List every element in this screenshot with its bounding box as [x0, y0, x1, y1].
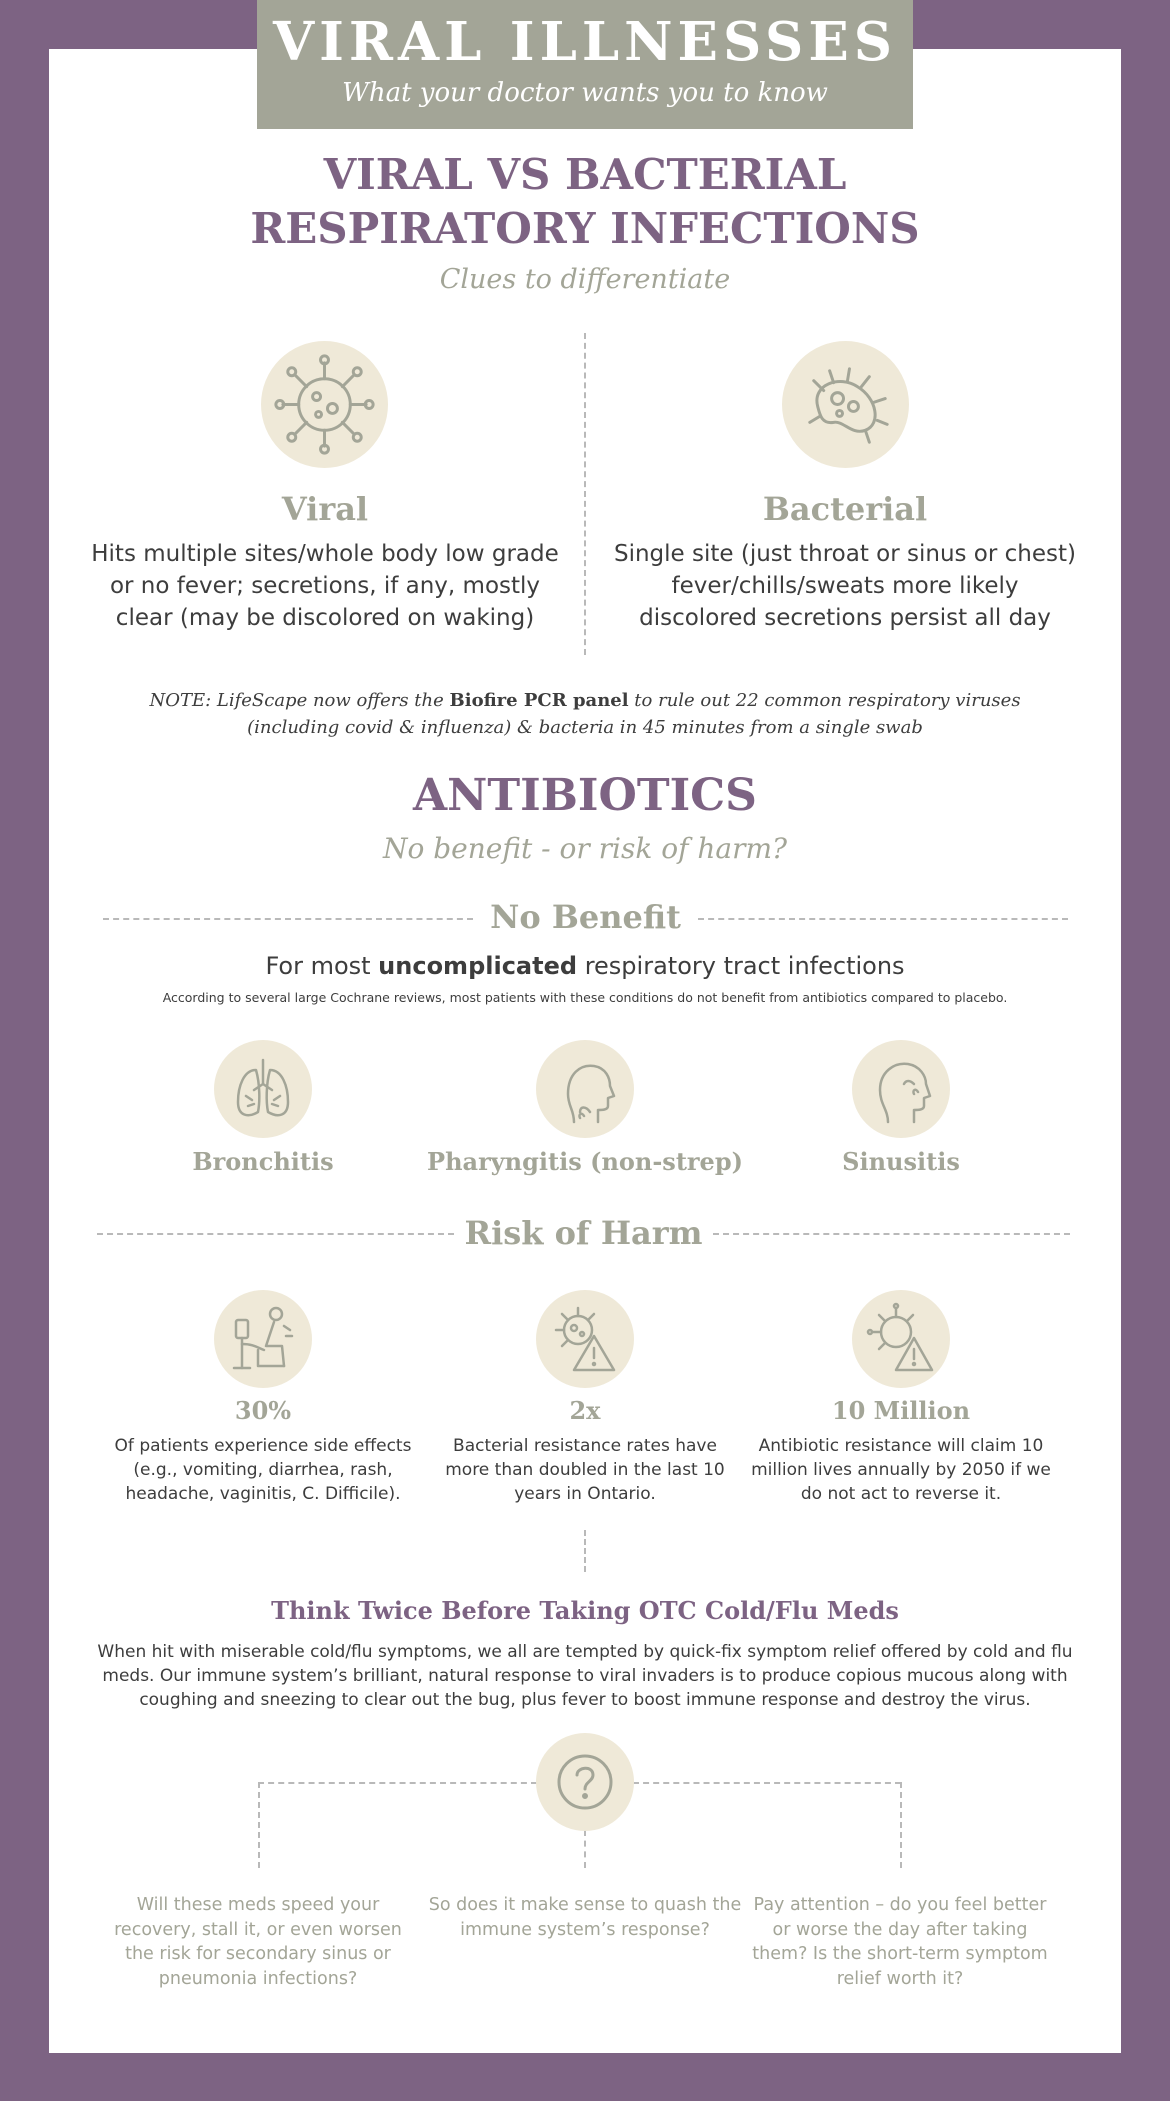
virus-icon — [261, 341, 388, 468]
risk-description — [425, 1434, 745, 1506]
lead-suffix: respiratory tract infections — [577, 952, 905, 980]
question-line: pneumonia infections? — [158, 1968, 358, 1989]
bacterial-heading: Bacterial — [762, 490, 928, 528]
divider-right — [698, 918, 1068, 920]
benefit-label-pharyngitis: Pharyngitis (non-strep) — [427, 1147, 743, 1176]
section-title — [49, 148, 1121, 256]
no-benefit-heading: No Benefit — [490, 898, 681, 936]
note-line2: (including covid & influenza) & bacteria in 45 minutes from a single swab — [247, 717, 923, 738]
bacteria-icon — [782, 341, 909, 468]
lead-bold: uncomplicated — [378, 952, 578, 980]
risk-stat: 30% — [234, 1396, 292, 1425]
question-line: the risk for secondary sinus or — [125, 1944, 391, 1964]
antibiotics-title: ANTIBIOTICS — [413, 770, 757, 821]
question-line: Pay attention – do you feel better — [753, 1895, 1047, 1915]
risk-line: headache, vaginitis, C. Difficile). — [125, 1484, 401, 1504]
risk-description — [741, 1434, 1061, 1506]
otc-line: coughing and sneezing to clear out the bug, plus fever to boost immune response and destroy the virus. — [139, 1690, 1031, 1710]
risk-line: more than doubled in the last 10 — [445, 1460, 725, 1480]
risk-line: years in Ontario. — [514, 1484, 656, 1504]
question-icon — [536, 1733, 634, 1831]
divider-right — [713, 1233, 1070, 1235]
section-title-line1: VIRAL VS BACTERIAL — [323, 150, 847, 199]
benefit-label-bronchitis: Bronchitis — [192, 1147, 334, 1176]
risk-line: Of patients experience side effects — [114, 1436, 412, 1456]
divider-vertical — [584, 333, 586, 655]
risk-description — [103, 1434, 423, 1506]
risk-line: Bacterial resistance rates have — [453, 1436, 717, 1456]
bacterial-line: discolored secretions persist all day — [639, 605, 1051, 631]
note-line1 — [60, 687, 1110, 714]
connector-left — [258, 1782, 537, 1784]
bacterial-line: fever/chills/sweats more likely — [671, 573, 1019, 599]
note-prefix: NOTE: LifeScape now offers the — [149, 690, 450, 711]
patient-iv-icon — [214, 1290, 312, 1388]
divider-vertical — [584, 1530, 586, 1572]
header-banner — [257, 0, 913, 129]
section-subtitle: Clues to differentiate — [439, 264, 731, 295]
question-item — [108, 1893, 408, 1991]
question-line: Will these meds speed your — [136, 1895, 380, 1915]
connector-drop — [258, 1782, 260, 1868]
risk-heading: Risk of Harm — [464, 1214, 703, 1252]
bacterial-description — [590, 538, 1100, 634]
viral-line: or no fever; secretions, if any, mostly — [109, 573, 541, 599]
banner-subtitle: What your doctor wants you to know — [342, 78, 828, 108]
note-suffix: to rule out 22 common respiratory viruses — [628, 690, 1021, 711]
risk-line: (e.g., vomiting, diarrhea, rash, — [133, 1460, 393, 1480]
risk-line: Antibiotic resistance will claim 10 — [758, 1436, 1044, 1456]
question-line: or worse the day after taking — [772, 1919, 1028, 1940]
lead-prefix: For most — [265, 952, 379, 980]
benefit-label-sinusitis: Sinusitis — [842, 1147, 960, 1176]
virus-warning-icon — [852, 1290, 950, 1388]
note-text — [60, 687, 1110, 741]
question-item — [750, 1893, 1050, 1991]
viral-line: clear (may be discolored on waking) — [115, 605, 535, 631]
otc-title: Think Twice Before Taking OTC Cold/Flu Meds — [271, 1596, 899, 1625]
question-line: relief worth it? — [836, 1968, 964, 1989]
otc-line: When hit with miserable cold/flu symptoms, we all are tempted by quick-fix symptom relief offered by cold and flu — [97, 1642, 1073, 1662]
otc-line: meds. Our immune system’s brilliant, natural response to viral invaders is to produce copious mucous along with — [102, 1666, 1068, 1686]
question-item — [425, 1893, 745, 1942]
sinus-icon — [852, 1040, 950, 1138]
otc-paragraph — [80, 1640, 1090, 1712]
risk-line: do not act to reverse it. — [800, 1484, 1002, 1504]
no-benefit-lead — [49, 949, 1121, 983]
note-bold: Biofire PCR panel — [449, 690, 629, 711]
viral-line: Hits multiple sites/whole body low grade — [91, 541, 559, 567]
divider-left — [97, 1233, 454, 1235]
viral-heading: Viral — [281, 490, 369, 528]
lungs-icon — [214, 1040, 312, 1138]
banner-title: VIRAL ILLNESSES — [272, 11, 898, 73]
connector-drop — [900, 1782, 902, 1868]
divider-left — [103, 918, 473, 920]
risk-line: million lives annually by 2050 if we — [751, 1460, 1051, 1480]
question-line: recovery, stall it, or even worsen — [114, 1919, 402, 1940]
question-line: immune system’s response? — [460, 1919, 710, 1940]
bacteria-warning-icon — [536, 1290, 634, 1388]
no-benefit-small: According to several large Cochrane reviews, most patients with these conditions do not benefit from antibiotics compared to placebo. — [162, 990, 1008, 1005]
viral-description — [70, 538, 580, 634]
question-line: them? Is the short-term symptom — [752, 1944, 1048, 1964]
throat-icon — [536, 1040, 634, 1138]
risk-stat: 10 Million — [831, 1396, 971, 1425]
antibiotics-subtitle: No benefit - or risk of harm? — [382, 832, 788, 865]
connector-right — [633, 1782, 901, 1784]
question-line: So does it make sense to quash the — [428, 1895, 742, 1915]
bacterial-line: Single site (just throat or sinus or chest) — [613, 541, 1076, 567]
section-title-line2: RESPIRATORY INFECTIONS — [250, 204, 920, 253]
risk-stat: 2x — [569, 1396, 601, 1425]
connector-drop — [584, 1830, 586, 1868]
